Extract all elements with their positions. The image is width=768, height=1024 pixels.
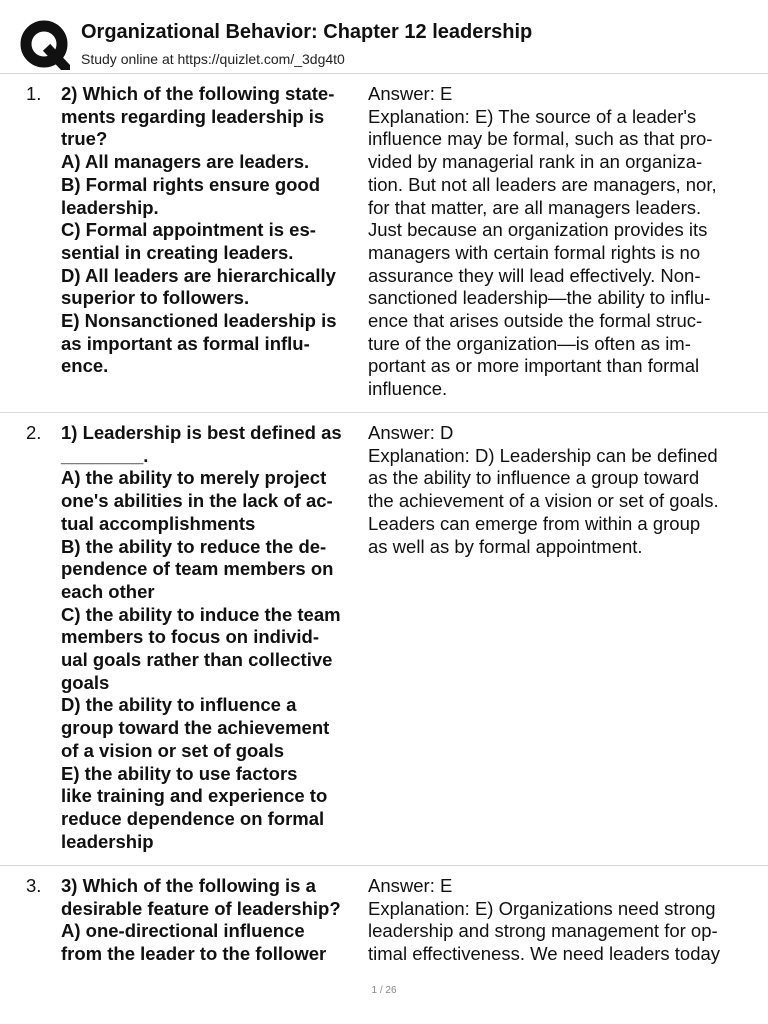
text-line: leadership and strong management for op- bbox=[368, 920, 718, 942]
question-text bbox=[61, 875, 363, 966]
text-line: group toward the achievement bbox=[61, 717, 330, 739]
text-line: sential in creating leaders. bbox=[61, 241, 294, 263]
text-line: the achievement of a vision or set of goals. bbox=[368, 490, 719, 512]
text-line: portant as or more important than formal bbox=[368, 355, 700, 377]
text-line: A) All managers are leaders. bbox=[61, 151, 310, 173]
text-line: leadership. bbox=[61, 196, 159, 218]
card-number: 3. bbox=[26, 875, 42, 896]
text-line: desirable feature of leadership? bbox=[61, 897, 341, 919]
text-line: E) the ability to use factors bbox=[61, 762, 298, 784]
text-line: A) one-directional influence bbox=[61, 920, 305, 942]
text-line: 1) Leadership is best defined as bbox=[61, 422, 342, 443]
text-line: C) the ability to induce the team bbox=[61, 603, 341, 625]
text-line: as important as formal influ- bbox=[61, 332, 310, 354]
card-number: 1. bbox=[26, 83, 42, 104]
text-line: superior to followers. bbox=[61, 287, 250, 309]
text-line: like training and experience to bbox=[61, 785, 328, 807]
text-line: Leaders can emerge from within a group bbox=[368, 512, 701, 534]
divider bbox=[0, 865, 768, 866]
text-line: Explanation: E) Organizations need strong bbox=[368, 897, 716, 919]
page-number: 1 / 26 bbox=[371, 985, 397, 996]
text-line: ments regarding leadership is bbox=[61, 105, 325, 127]
text-line: 3) Which of the following is a bbox=[61, 875, 316, 896]
text-line: leadership bbox=[61, 830, 154, 852]
question-text bbox=[61, 422, 363, 853]
text-line: ________. bbox=[61, 444, 149, 466]
text-line: D) All leaders are hierarchically bbox=[61, 264, 336, 286]
text-line: of a vision or set of goals bbox=[61, 739, 285, 761]
text-line: true? bbox=[61, 128, 108, 150]
text-line: pendence of team members on bbox=[61, 558, 334, 580]
text-line: timal effectiveness. We need leaders today bbox=[368, 943, 721, 965]
text-line: Just because an organization provides its bbox=[368, 219, 708, 241]
text-line: Answer: D bbox=[368, 422, 454, 443]
text-line: influence. bbox=[368, 378, 448, 400]
text-line: from the leader to the follower bbox=[61, 943, 327, 965]
text-line: influence may be formal, such as that pro- bbox=[368, 128, 713, 150]
text-line: ual goals rather than collective bbox=[61, 649, 333, 671]
text-line: tual accomplishments bbox=[61, 512, 256, 534]
text-line: sanctioned leadership—the ability to influ- bbox=[368, 287, 711, 309]
text-line: reduce dependence on formal bbox=[61, 807, 325, 829]
text-line: one's abilities in the lack of ac- bbox=[61, 490, 333, 512]
answer-text bbox=[368, 83, 748, 401]
question-text bbox=[61, 83, 363, 378]
text-line: vided by managerial rank in an organiza- bbox=[368, 151, 703, 173]
text-line: assurance they will lead effectively. Non- bbox=[368, 264, 701, 286]
quizlet-logo-icon bbox=[20, 20, 70, 70]
text-line: D) the ability to influence a bbox=[61, 694, 297, 716]
text-line: as the ability to influence a group toward bbox=[368, 467, 700, 489]
page-title: Organizational Behavior: Chapter 12 leadership bbox=[81, 21, 533, 43]
text-line: B) the ability to reduce the de- bbox=[61, 535, 327, 557]
text-line: C) Formal appointment is es- bbox=[61, 219, 316, 241]
answer-text bbox=[368, 422, 748, 558]
text-line: as well as by formal appointment. bbox=[368, 535, 643, 557]
text-line: ture of the organization—is often as im- bbox=[368, 332, 691, 354]
text-line: managers with certain formal rights is no bbox=[368, 241, 701, 263]
answer-text bbox=[368, 875, 748, 966]
text-line: Explanation: D) Leadership can be defined bbox=[368, 444, 718, 466]
text-line: Answer: E bbox=[368, 83, 453, 104]
text-line: A) the ability to merely project bbox=[61, 467, 327, 489]
text-line: tion. But not all leaders are managers, nor, bbox=[368, 173, 717, 195]
text-line: E) Nonsanctioned leadership is bbox=[61, 310, 337, 332]
text-line: goals bbox=[61, 671, 110, 693]
study-link[interactable]: Study online at https://quizlet.com/_3dg4t0 bbox=[81, 51, 345, 67]
divider bbox=[0, 412, 768, 413]
card-number: 2. bbox=[26, 422, 42, 443]
text-line: members to focus on individ- bbox=[61, 626, 319, 648]
text-line: Answer: E bbox=[368, 875, 453, 896]
divider bbox=[0, 73, 768, 74]
text-line: B) Formal rights ensure good bbox=[61, 173, 321, 195]
text-line: ence. bbox=[61, 355, 109, 377]
text-line: each other bbox=[61, 580, 155, 602]
text-line: for that matter, are all managers leaders. bbox=[368, 196, 702, 218]
text-line: ence that arises outside the formal struc- bbox=[368, 310, 703, 332]
text-line: 2) Which of the following state- bbox=[61, 83, 335, 104]
text-line: Explanation: E) The source of a leader's bbox=[368, 105, 697, 127]
